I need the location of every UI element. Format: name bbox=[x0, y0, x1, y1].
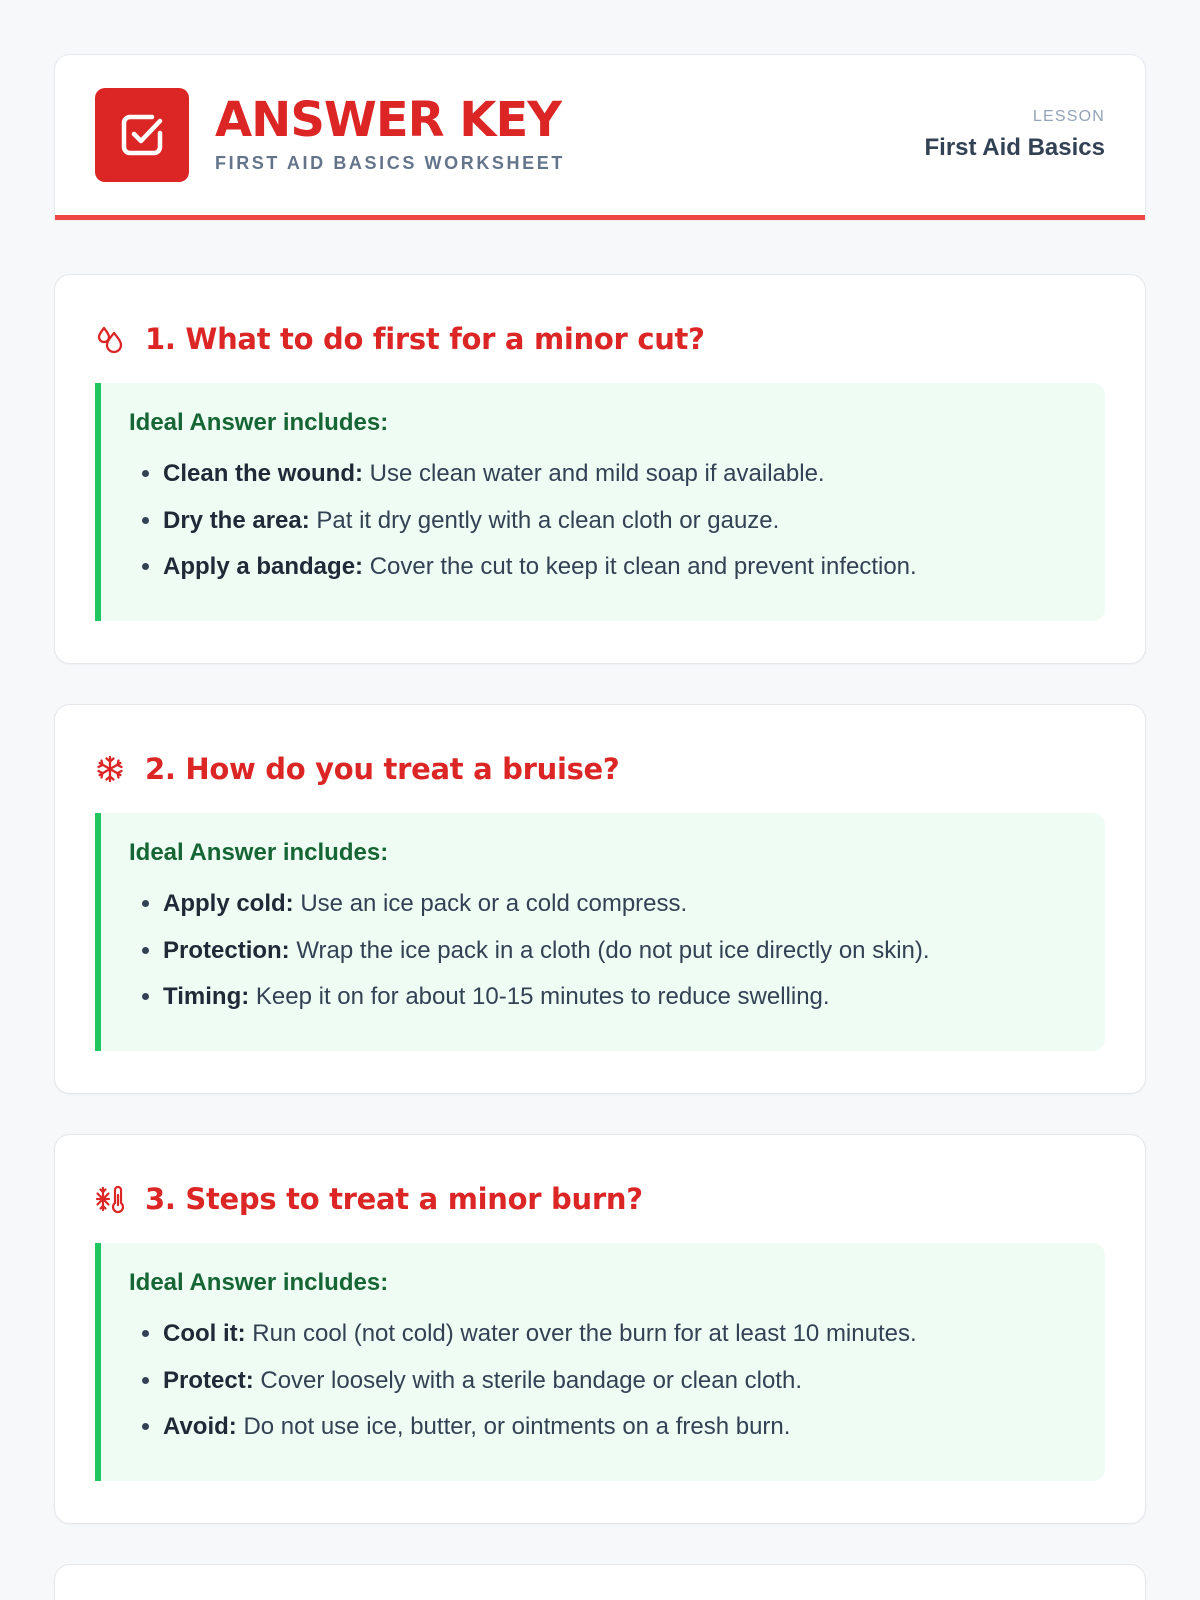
lesson-label: LESSON bbox=[1032, 107, 1105, 125]
point-label: Avoid: bbox=[163, 1413, 237, 1440]
answer-points bbox=[129, 451, 1075, 591]
answer-heading: Ideal Answer includes: bbox=[129, 1269, 389, 1296]
point-text: Cover loosely with a sterile bandage or clean cloth. bbox=[253, 1366, 802, 1394]
point-label: Protect: bbox=[163, 1366, 254, 1394]
point-text: Use an ice pack or a cold compress. bbox=[293, 890, 688, 917]
point-label: Dry the area: bbox=[163, 506, 310, 534]
checkbox-icon bbox=[95, 88, 189, 182]
title-block bbox=[215, 91, 565, 174]
question-card-3 bbox=[54, 1134, 1146, 1524]
question-title-row bbox=[95, 1179, 1105, 1219]
point-text: Run cool (not cold) water over the burn for at least 10 minutes. bbox=[245, 1320, 917, 1347]
point-text: Pat it dry gently with a clean cloth or gauze. bbox=[309, 506, 780, 534]
point-text: Cover the cut to keep it clean and prevent infection. bbox=[363, 553, 917, 580]
point-label: Apply a bandage: bbox=[163, 553, 364, 580]
question-card-4 bbox=[54, 1564, 1146, 1600]
point-label: Cool it: bbox=[163, 1320, 246, 1347]
point-text: Wrap the ice pack in a cloth (do not put ice directly on skin). bbox=[289, 936, 930, 964]
question-card-2 bbox=[54, 704, 1146, 1094]
temperature-snowflake-icon bbox=[95, 1184, 125, 1214]
list-item bbox=[163, 974, 1075, 1021]
page-subtitle: FIRST AID BASICS WORKSHEET bbox=[215, 153, 565, 174]
list-item bbox=[163, 928, 1075, 975]
list-item bbox=[163, 451, 1075, 498]
point-label: Clean the wound: bbox=[163, 460, 363, 487]
list-item bbox=[163, 1358, 1075, 1405]
lesson-info bbox=[924, 108, 1105, 162]
point-text: Use clean water and mild soap if available. bbox=[363, 460, 825, 487]
answer-heading: Ideal Answer includes: bbox=[129, 839, 389, 866]
question-title-row bbox=[95, 319, 1105, 359]
question-title-row bbox=[95, 749, 1105, 789]
list-item bbox=[163, 881, 1075, 928]
page-title: ANSWER KEY bbox=[215, 91, 562, 148]
answer-key-header bbox=[54, 54, 1146, 220]
point-label: Protection: bbox=[163, 936, 290, 964]
ideal-answer-box bbox=[95, 383, 1105, 621]
lesson-value: First Aid Basics bbox=[924, 133, 1105, 161]
ideal-answer-box bbox=[95, 1243, 1105, 1481]
answer-points bbox=[129, 881, 1075, 1021]
droplet-icon bbox=[95, 324, 125, 354]
ideal-answer-box bbox=[95, 813, 1105, 1051]
question-title: 3. Steps to treat a minor burn? bbox=[145, 1182, 643, 1216]
answer-points bbox=[129, 1311, 1075, 1451]
list-item bbox=[163, 544, 1075, 591]
point-label: Apply cold: bbox=[163, 890, 294, 917]
question-title: 2. How do you treat a bruise? bbox=[145, 752, 620, 786]
list-item bbox=[163, 1311, 1075, 1358]
list-item bbox=[163, 1404, 1075, 1451]
question-card-1 bbox=[54, 274, 1146, 664]
answer-heading: Ideal Answer includes: bbox=[129, 409, 389, 436]
point-text: Do not use ice, butter, or ointments on a fresh burn. bbox=[236, 1413, 791, 1440]
point-text: Keep it on for about 10-15 minutes to reduce swelling. bbox=[249, 983, 830, 1010]
question-title: 1. What to do first for a minor cut? bbox=[145, 322, 705, 356]
list-item bbox=[163, 498, 1075, 545]
snowflake-icon bbox=[95, 754, 125, 784]
point-label: Timing: bbox=[163, 983, 250, 1010]
